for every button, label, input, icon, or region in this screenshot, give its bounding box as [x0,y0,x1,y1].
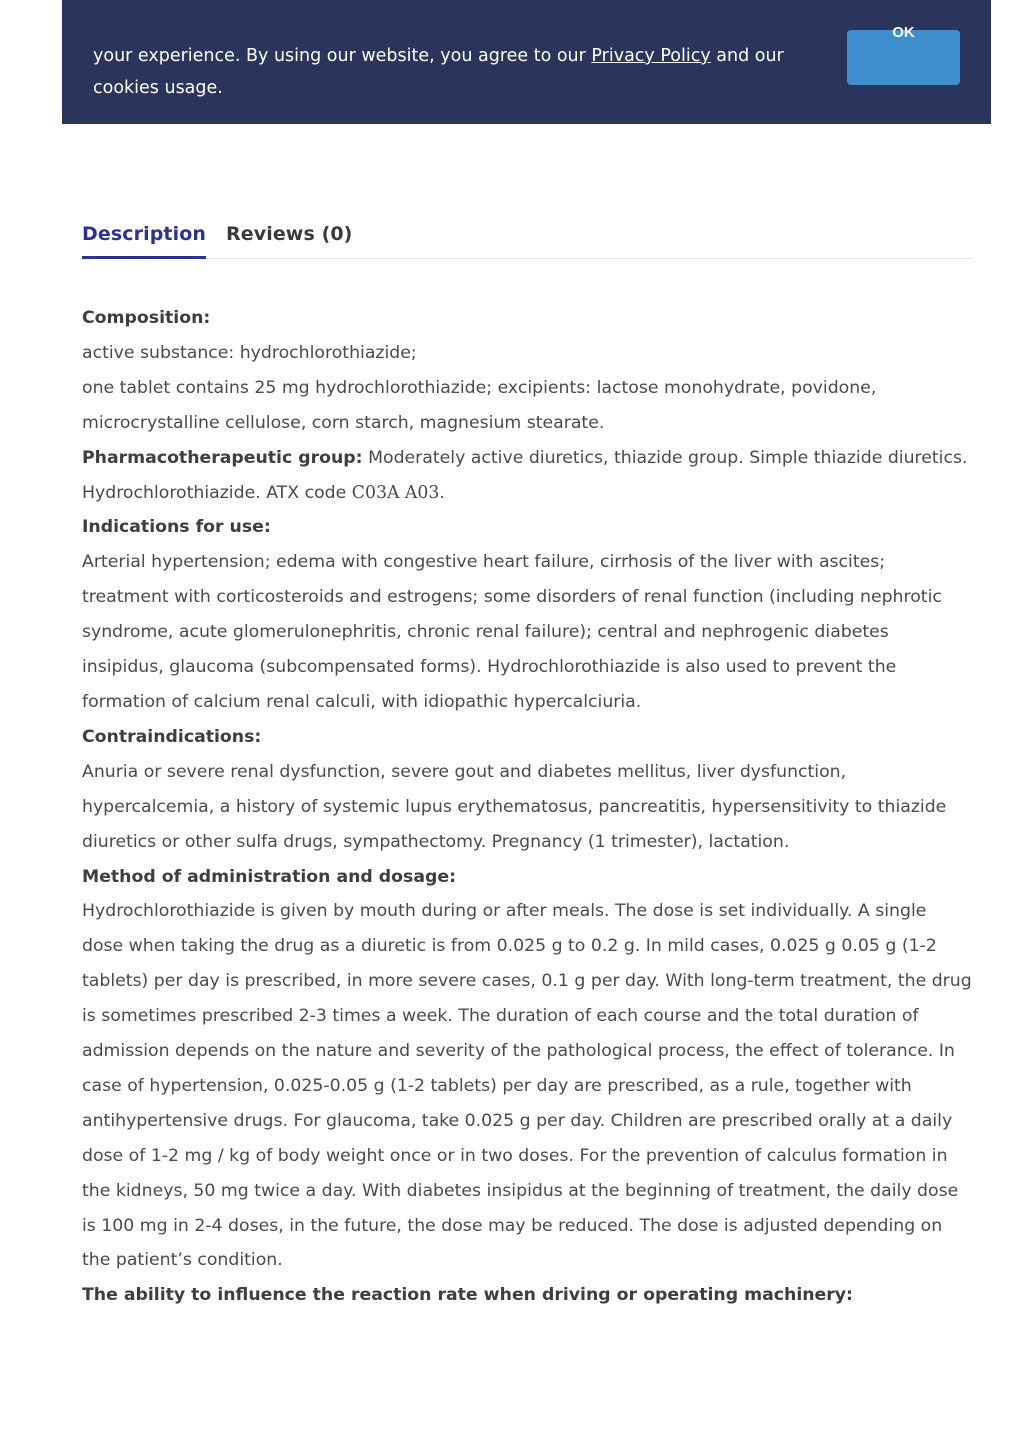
ability-heading: The ability to influence the reaction rate when driving or operating machinery: [82,1285,853,1306]
atx-end: . [439,482,445,503]
tab-description[interactable]: Description [82,214,206,259]
method-heading: Method of administration and dosage: [82,866,456,887]
description-panel [82,301,972,1313]
method-text: Hydrochlorothiazide is given by mouth during or after meals. The dose is set individually. A single dose when taking the drug as a diuretic is from 0.025 g to 0.2 g. In mild cases, 0.025 g 0.05 g (1-2 tablets) per day is prescribed, in more severe cases, 0.1 g per day. With long-term treatment, the drug is sometimes prescribed 2-3 times a week. The duration of each course and the total duration of admission depends on the nature and severity of the pathological process, the effect of tolerance. In case of hypertension, 0.025-0.05 g (1-2 tablets) per day are prescribed, as a rule, together with antihypertensive drugs. For glaucoma, take 0.025 g per day. Children are prescribed orally at a daily dose of 1-2 mg / kg of body weight once or in two doses. For the prevention of calculus formation in the kidneys, 50 mg twice a day. With diabetes insipidus at the beginning of treatment, the daily dose is 100 mg in 2-4 doses, in the future, the dose may be reduced. The dose is adjusted depending on the patient’s condition. [82,901,972,1271]
cookie-message [93,40,793,104]
pharmaco-heading: Pharmacotherapeutic group: [82,447,363,468]
tab-reviews[interactable]: Reviews (0) [226,223,353,245]
composition-line-1: active substance: hydrochlorothiazide; [82,342,417,363]
indications-heading: Indications for use: [82,517,271,538]
cookie-text-after: and our cookies usage. [93,46,784,98]
privacy-policy-link[interactable]: Privacy Policy [591,46,711,66]
composition-heading: Composition: [82,308,211,328]
contraindications-heading: Contraindications: [82,726,262,747]
cookie-ok-label: OK [892,24,915,41]
composition-line-2: one tablet contains 25 mg hydrochlorothiazide; excipients: lactose monohydrate, povidone, microcrystalline cellulose, corn starch, magnesium stearate. [82,377,877,433]
cookie-ok-button[interactable] [847,24,960,85]
indications-text: Arterial hypertension; edema with congestive heart failure, cirrhosis of the liver with ascites; treatment with corticosteroids and estrogens; some disorders of renal function (including nephrotic syndrome, acute glomerulonephritis, chronic renal failure); central and nephrogenic diabetes insipidus, glaucoma (subcompensated forms). Hydrochlorothiazide is also used to prevent the formation of calcium renal calculi, with idiopathic hypercalciuria. [82,552,942,712]
contraindications-text: Anuria or severe renal dysfunction, severe gout and diabetes mellitus, liver dysfunction, hypercalcemia, a history of systemic lupus erythematosus, pancreatitis, hypersensitivity to thiazide diuretics or other sulfa drugs, sympathectomy. Pregnancy (1 trimester), lactation. [82,761,947,852]
cookie-text-before: your experience. By using our website, you agree to our [93,46,592,66]
product-tabs [82,214,972,259]
pharmaco-text: Moderately active diuretics, thiazide group. Simple thiazide diuretics. Hydrochlorothiazide. ATX code [82,447,968,503]
pharmaco-paragraph [82,441,972,511]
atx-code: C03A A03 [351,482,440,503]
cookie-banner [62,0,991,124]
